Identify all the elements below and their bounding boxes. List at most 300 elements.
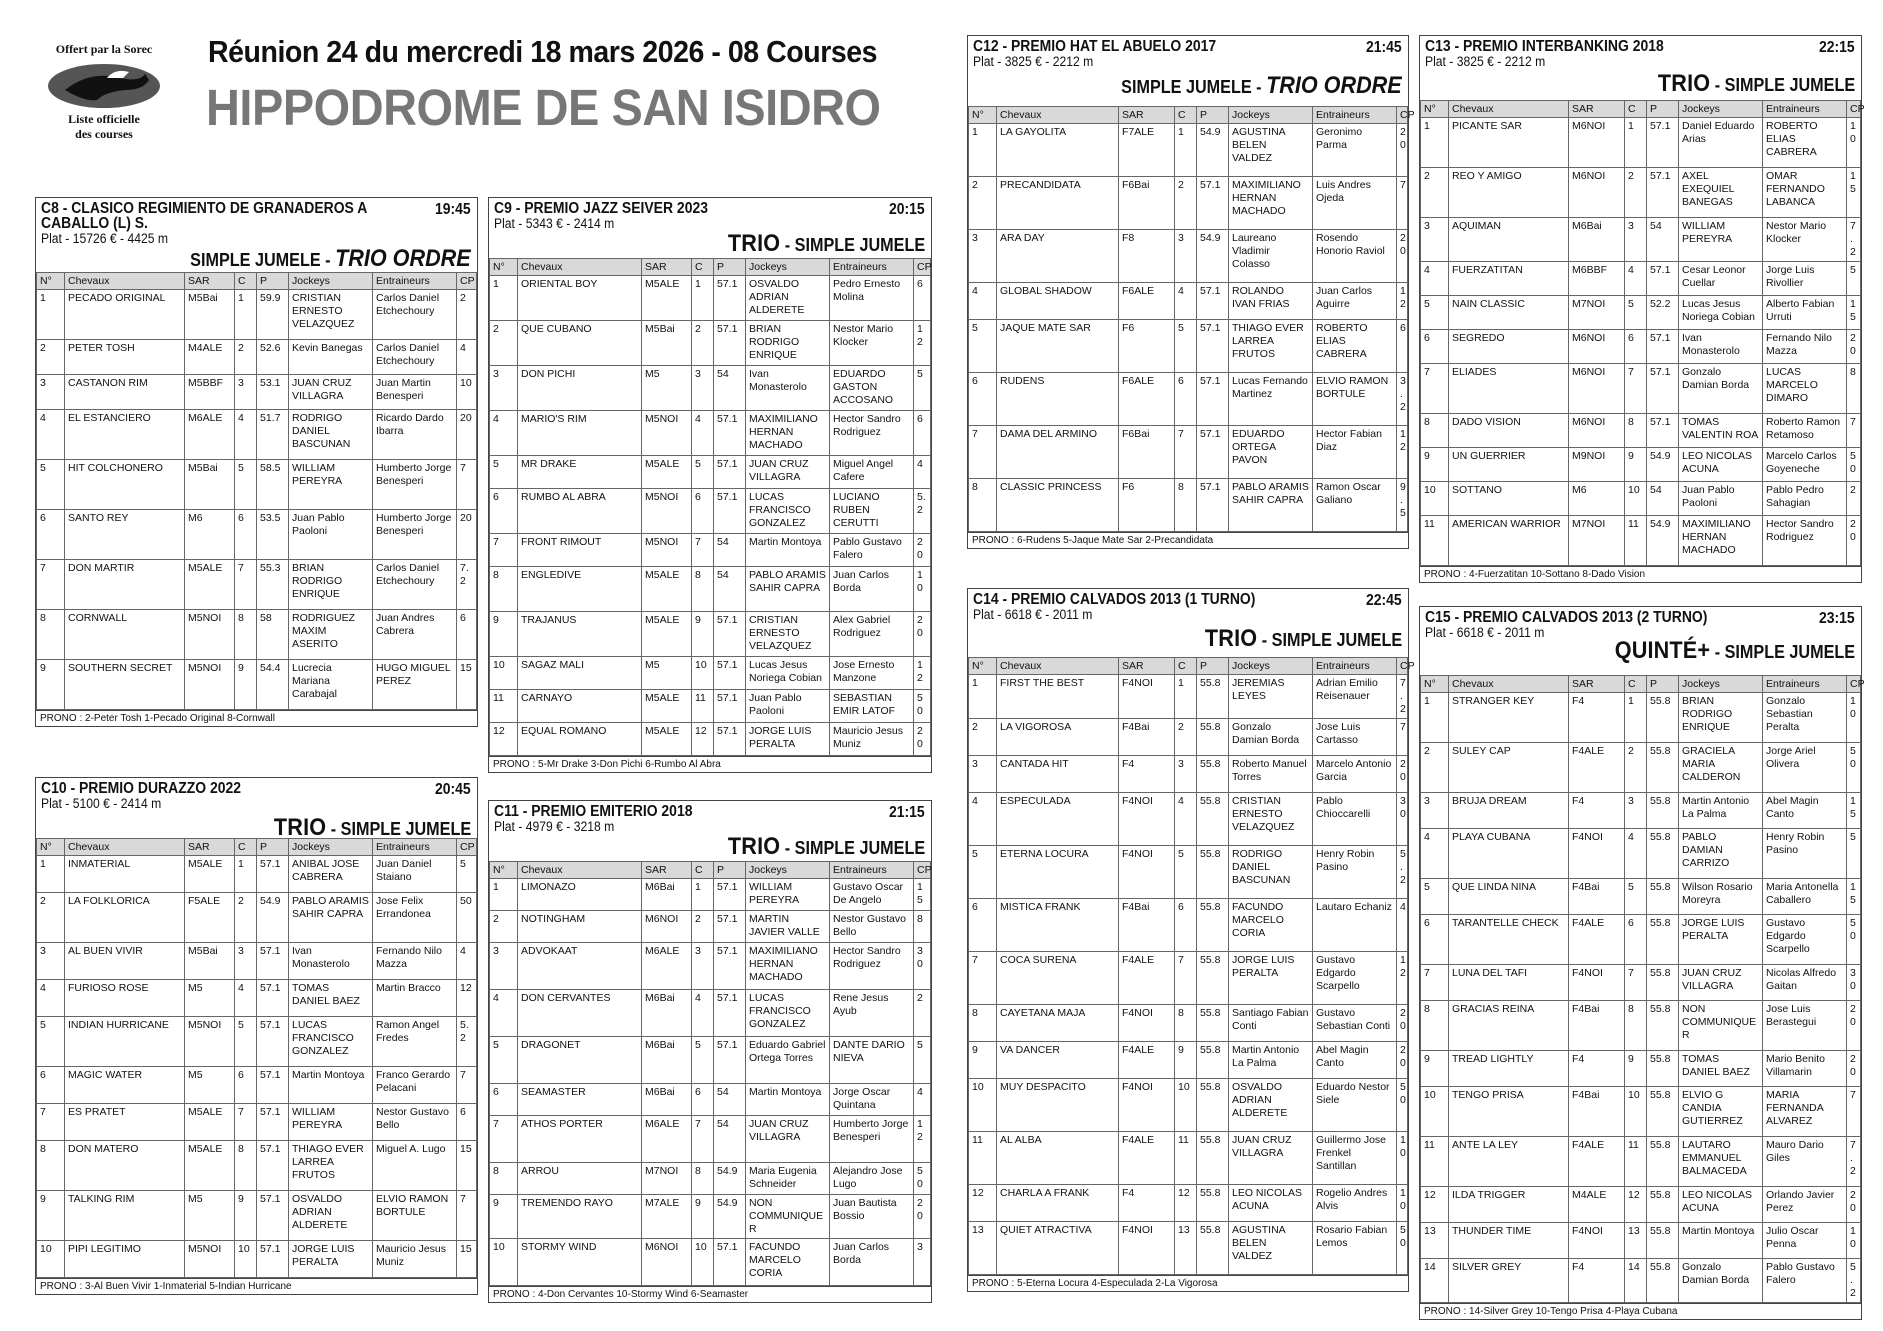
cell-sar: F4Bai [1119, 719, 1175, 756]
cell-trainer: Mauricio Jesus Muniz [373, 1241, 457, 1278]
cell-jockey: PABLO DAMIAN CARRIZO [1679, 829, 1763, 879]
cell-p: 54 [1647, 218, 1679, 262]
cell-trainer: Ramon Oscar Galiano [1313, 479, 1397, 532]
cell-num: 14 [1421, 1259, 1449, 1303]
cell-sar: F4Bai [1569, 1001, 1625, 1051]
table-row [1421, 879, 1861, 915]
cell-jockey: WILLIAM PEREYRA [289, 460, 373, 510]
cell-c: 1 [235, 856, 257, 893]
cell-jockey: JORGE LUIS PERALTA [289, 1241, 373, 1278]
table-row [490, 1084, 931, 1116]
cell-horse: SOUTHERN SECRET [65, 660, 185, 710]
table-row [490, 690, 931, 723]
table-row [1421, 262, 1861, 296]
cell-num: 10 [37, 1241, 65, 1278]
cell-horse: GLOBAL SHADOW [997, 283, 1119, 320]
cell-trainer: Abel Magin Canto [1313, 1042, 1397, 1079]
cell-trainer: Jose Felix Errandonea [373, 893, 457, 943]
cell-sar: F8 [1119, 230, 1175, 283]
cell-p: 54 [1647, 482, 1679, 516]
column-header-c: C [692, 259, 714, 276]
table-row [490, 657, 931, 690]
cell-cp: 2 [914, 990, 931, 1037]
cell-jockey: LUCAS FRANCISCO GONZALEZ [746, 990, 830, 1037]
table-row [37, 1067, 477, 1104]
race-title: C11 - PREMIO EMITERIO 2018 [494, 803, 693, 820]
table-row [969, 1005, 1408, 1042]
cell-p: 57.1 [714, 456, 746, 489]
cell-p: 53.1 [257, 375, 289, 410]
table-row [969, 373, 1408, 426]
cell-c: 10 [1625, 482, 1647, 516]
cell-horse: PIPI LEGITIMO [65, 1241, 185, 1278]
column-header-sar: SAR [642, 862, 692, 879]
column-header-horse: Chevaux [65, 273, 185, 290]
column-header-p: P [1197, 658, 1229, 675]
cell-jockey: PABLO ARAMIS SAHIR CAPRA [1229, 479, 1313, 532]
cell-sar: M6NOI [1569, 168, 1625, 218]
table-row [37, 410, 477, 460]
cell-sar: M5ALE [185, 856, 235, 893]
cell-num: 12 [1421, 1187, 1449, 1223]
column-header-trainer: Entraineurs [373, 273, 457, 290]
cell-num: 10 [1421, 482, 1449, 516]
table-row [490, 612, 931, 657]
cell-cp: 3 [914, 1239, 931, 1286]
cell-trainer: Julio Oscar Penna [1763, 1223, 1847, 1259]
cell-p: 57.1 [257, 1067, 289, 1104]
table-row [1421, 448, 1861, 482]
cell-trainer: Pablo Gustavo Falero [830, 534, 914, 567]
cell-p: 57.1 [1197, 426, 1229, 479]
cell-horse: TALKING RIM [65, 1191, 185, 1241]
prono-line: PRONO : 2-Peter Tosh 1-Pecado Original 8-Cornwall [36, 710, 477, 726]
cell-horse: CANTADA HIT [997, 756, 1119, 793]
cell-sar: M6ALE [642, 943, 692, 990]
cell-p: 55.8 [1647, 1087, 1679, 1137]
cell-c: 8 [1175, 1005, 1197, 1042]
race-time: 20:45 [435, 781, 471, 798]
table-row [969, 719, 1408, 756]
cell-jockey: TOMAS DANIEL BAEZ [289, 980, 373, 1017]
table-row [1421, 1051, 1861, 1087]
cell-p: 58 [257, 610, 289, 660]
table-row [1421, 829, 1861, 879]
cell-jockey: Eduardo Gabriel Ortega Torres [746, 1037, 830, 1084]
cell-jockey: Roberto Manuel Torres [1229, 756, 1313, 793]
table-row [37, 1141, 477, 1191]
cell-p: 57.1 [714, 411, 746, 456]
cell-p: 55.8 [1647, 915, 1679, 965]
column-header-jockey: Jockeys [746, 259, 830, 276]
cell-cp: 7 [1847, 1087, 1861, 1137]
cell-num: 5 [1421, 879, 1449, 915]
cell-horse: ESPECULADA [997, 793, 1119, 846]
cell-jockey: WILLIAM PEREYRA [746, 879, 830, 911]
cell-num: 9 [1421, 1051, 1449, 1087]
table-row [490, 534, 931, 567]
cell-horse: FRONT RIMOUT [518, 534, 642, 567]
race-time: 19:45 [435, 201, 471, 218]
cell-trainer: Juan Carlos Borda [830, 1239, 914, 1286]
table-row [969, 899, 1408, 952]
cell-jockey: Martin Montoya [1679, 1223, 1763, 1259]
race-title: C9 - PREMIO JAZZ SEIVER 2023 [494, 200, 708, 217]
cell-jockey: Martin Montoya [289, 1067, 373, 1104]
cell-trainer: Humberto Jorge Benesperi [373, 460, 457, 510]
cell-c: 3 [1175, 230, 1197, 283]
cell-c: 1 [692, 276, 714, 321]
column-header-c: C [235, 839, 257, 856]
race-card-c14 [967, 588, 1415, 1292]
column-header-sar: SAR [1119, 107, 1175, 124]
race-time: 21:45 [1366, 39, 1402, 56]
cell-p: 57.1 [714, 489, 746, 534]
cell-c: 6 [1625, 915, 1647, 965]
cell-p: 57.1 [257, 943, 289, 980]
bet-primary: TRIO [273, 814, 327, 841]
cell-trainer: Carlos Daniel Etchechoury [373, 290, 457, 340]
cell-num: 1 [37, 856, 65, 893]
column-header-trainer: Entraineurs [373, 839, 457, 856]
cell-trainer: Juan Bautista Bossio [830, 1195, 914, 1239]
cell-trainer: Jorge Ariel Olivera [1763, 743, 1847, 793]
cell-jockey: MAXIMILIANO HERNAN MACHADO [746, 411, 830, 456]
cell-c: 4 [1175, 793, 1197, 846]
table-row [1421, 330, 1861, 364]
cell-cp: 20 [1847, 330, 1861, 364]
cell-trainer: Marcelo Antonio Garcia [1313, 756, 1397, 793]
cell-c: 7 [235, 560, 257, 610]
cell-num: 6 [1421, 915, 1449, 965]
column-header-trainer: Entraineurs [830, 259, 914, 276]
cell-sar: M5NOI [642, 489, 692, 534]
column-header-cp: CP [1847, 101, 1861, 118]
race-conditions: Plat - 5100 € - 2414 m [41, 796, 162, 811]
cell-num: 7 [490, 1116, 518, 1163]
cell-cp: 7 [1397, 719, 1408, 756]
cell-jockey: OSVALDO ADRIAN ALDERETE [1229, 1079, 1313, 1132]
bet-types [728, 230, 925, 258]
column-header-trainer: Entraineurs [1313, 107, 1397, 124]
cell-sar: M5ALE [185, 560, 235, 610]
table-row [490, 1037, 931, 1084]
cell-p: 52.2 [1647, 296, 1679, 330]
cell-sar: F4NOI [1569, 1223, 1625, 1259]
column-header-p: P [1647, 101, 1679, 118]
cell-cp: 20 [914, 612, 931, 657]
cell-sar: F4 [1119, 756, 1175, 793]
cell-cp: 5 [914, 366, 931, 411]
cell-num: 3 [37, 375, 65, 410]
horse-logo-icon [45, 60, 163, 110]
cell-horse: ENGLEDIVE [518, 567, 642, 612]
table-row [1421, 793, 1861, 829]
bet-primary: TRIO [1657, 70, 1711, 97]
column-header-num: N° [37, 273, 65, 290]
cell-p: 57.1 [257, 1241, 289, 1278]
table-row [37, 460, 477, 510]
cell-cp: 5.2 [914, 489, 931, 534]
cell-horse: INDIAN HURRICANE [65, 1017, 185, 1067]
cell-horse: QUE CUBANO [518, 321, 642, 366]
cell-sar: F6Bai [1119, 426, 1175, 479]
cell-jockey: AGUSTINA BELEN VALDEZ [1229, 1222, 1313, 1275]
column-header-cp: CP [457, 273, 477, 290]
column-header-horse: Chevaux [997, 658, 1119, 675]
cell-c: 6 [235, 510, 257, 560]
table-header-row [969, 658, 1408, 675]
prono-line: PRONO : 4-Don Cervantes 10-Stormy Wind 6-Seamaster [489, 1286, 931, 1302]
table-row [37, 856, 477, 893]
cell-p: 55.8 [1647, 1259, 1679, 1303]
bet-secondary: - SIMPLE JUMELE [1710, 642, 1855, 662]
table-row [969, 1132, 1408, 1185]
cell-num: 7 [969, 426, 997, 479]
cell-num: 8 [969, 479, 997, 532]
sorec-logo [36, 42, 172, 150]
race-card-c9 [488, 197, 932, 773]
cell-num: 7 [37, 560, 65, 610]
table-row [1421, 1001, 1861, 1051]
cell-horse: PECADO ORIGINAL [65, 290, 185, 340]
column-header-sar: SAR [1569, 676, 1625, 693]
table-row [1421, 1187, 1861, 1223]
cell-horse: DON MARTIR [65, 560, 185, 610]
cell-sar: M6 [185, 510, 235, 560]
cell-c: 2 [235, 893, 257, 943]
cell-horse: ANTE LA LEY [1449, 1137, 1569, 1187]
cell-p: 57.1 [257, 1017, 289, 1067]
cell-num: 5 [37, 1017, 65, 1067]
column-header-jockey: Jockeys [1679, 676, 1763, 693]
cell-num: 7 [490, 534, 518, 567]
cell-trainer: Rogelio Andres Alvis [1313, 1185, 1397, 1222]
cell-cp: 15 [457, 1141, 477, 1191]
cell-sar: M5Bai [185, 460, 235, 510]
race-header [968, 36, 1408, 106]
cell-c: 7 [692, 534, 714, 567]
cell-trainer: Nestor Gustavo Bello [830, 911, 914, 943]
cell-jockey: AGUSTINA BELEN VALDEZ [1229, 124, 1313, 177]
cell-horse: QUIET ATRACTIVA [997, 1222, 1119, 1275]
cell-jockey: Juan Pablo Paoloni [746, 690, 830, 723]
column-header-jockey: Jockeys [1229, 107, 1313, 124]
cell-p: 54 [714, 366, 746, 411]
cell-trainer: Nestor Gustavo Bello [373, 1104, 457, 1141]
cell-trainer: Abel Magin Canto [1763, 793, 1847, 829]
cell-trainer: Hector Sandro Rodriguez [830, 943, 914, 990]
cell-horse: DRAGONET [518, 1037, 642, 1084]
cell-c: 4 [1625, 829, 1647, 879]
cell-trainer: Gustavo Edgardo Scarpello [1313, 952, 1397, 1005]
cell-sar: F4 [1569, 693, 1625, 743]
cell-horse: REO Y AMIGO [1449, 168, 1569, 218]
cell-jockey: Gonzalo Damian Borda [1679, 364, 1763, 414]
cell-cp: 7 [457, 1067, 477, 1104]
cell-num: 1 [37, 290, 65, 340]
cell-p: 57.1 [1197, 177, 1229, 230]
cell-cp: 20 [1847, 1051, 1861, 1087]
cell-trainer: Henry Robin Pasino [1763, 829, 1847, 879]
cell-cp: 20 [457, 510, 477, 560]
cell-trainer: Eduardo Nestor Siele [1313, 1079, 1397, 1132]
cell-num: 2 [37, 893, 65, 943]
cell-trainer: Hector Sandro Rodriguez [830, 411, 914, 456]
cell-sar: M5Bai [185, 290, 235, 340]
table-row [1421, 965, 1861, 1001]
cell-jockey: THIAGO EVER LARREA FRUTOS [1229, 320, 1313, 373]
cell-horse: JAQUE MATE SAR [997, 320, 1119, 373]
cell-cp: 20 [914, 534, 931, 567]
cell-num: 9 [37, 660, 65, 710]
cell-jockey: Lucrecia Mariana Carabajal [289, 660, 373, 710]
prono-line: PRONO : 5-Eterna Locura 4-Especulada 2-La Vigorosa [968, 1275, 1408, 1291]
cell-sar: M5ALE [185, 1104, 235, 1141]
cell-c: 2 [1175, 177, 1197, 230]
cell-num: 2 [490, 911, 518, 943]
column-header-sar: SAR [185, 273, 235, 290]
cell-c: 2 [1625, 168, 1647, 218]
column-header-num: N° [490, 862, 518, 879]
cell-jockey: AXEL EXEQUIEL BANEGAS [1679, 168, 1763, 218]
cell-horse: TREAD LIGHTLY [1449, 1051, 1569, 1087]
cell-c: 9 [692, 612, 714, 657]
cell-cp: 6 [914, 411, 931, 456]
cell-cp: 12 [457, 980, 477, 1017]
cell-cp: 5 [1847, 262, 1861, 296]
cell-c: 6 [1175, 373, 1197, 426]
cell-num: 1 [1421, 693, 1449, 743]
bet-secondary: SIMPLE JUMELE - [190, 250, 336, 270]
column-header-sar: SAR [185, 839, 235, 856]
cell-cp: 20 [1847, 516, 1861, 566]
cell-cp: 50 [1847, 743, 1861, 793]
table-row [1421, 915, 1861, 965]
cell-p: 57.1 [714, 911, 746, 943]
cell-trainer: Mario Benito Villamarin [1763, 1051, 1847, 1087]
cell-sar: M7NOI [1569, 296, 1625, 330]
cell-cp: 7 [1847, 414, 1861, 448]
cell-horse: COCA SURENA [997, 952, 1119, 1005]
cell-trainer: Guillermo Jose Frenkel Santillan [1313, 1132, 1397, 1185]
cell-sar: M6Bai [642, 990, 692, 1037]
cell-c: 5 [1175, 320, 1197, 373]
cell-jockey: JUAN CRUZ VILLAGRA [1229, 1132, 1313, 1185]
table-row [490, 1195, 931, 1239]
cell-p: 55.8 [1197, 1079, 1229, 1132]
cell-jockey: RODRIGO DANIEL BASCUNAN [289, 410, 373, 460]
table-row [1421, 1137, 1861, 1187]
column-header-c: C [1625, 101, 1647, 118]
cell-sar: M6NOI [1569, 414, 1625, 448]
cell-p: 54.4 [257, 660, 289, 710]
cell-cp: 4 [914, 1084, 931, 1116]
cell-c: 7 [1625, 364, 1647, 414]
cell-trainer: DANTE DARIO NIEVA [830, 1037, 914, 1084]
cell-num: 1 [490, 879, 518, 911]
column-header-p: P [714, 259, 746, 276]
cell-trainer: Juan Daniel Staiano [373, 856, 457, 893]
cell-sar: M5ALE [185, 1141, 235, 1191]
cell-cp: 20 [1397, 124, 1408, 177]
cell-c: 3 [692, 366, 714, 411]
cell-c: 1 [1625, 118, 1647, 168]
cell-c: 2 [1175, 719, 1197, 756]
cell-horse: HIT COLCHONERO [65, 460, 185, 510]
cell-cp: 2 [1847, 482, 1861, 516]
cell-c: 5 [1625, 296, 1647, 330]
cell-horse: LUNA DEL TAFI [1449, 965, 1569, 1001]
table-row [490, 1116, 931, 1163]
cell-horse: MAGIC WATER [65, 1067, 185, 1104]
cell-jockey: Juan Pablo Paoloni [289, 510, 373, 560]
cell-trainer: Rosendo Honorio Raviol [1313, 230, 1397, 283]
cell-cp: 10 [1397, 1185, 1408, 1222]
cell-horse: ORIENTAL BOY [518, 276, 642, 321]
table-row [37, 1104, 477, 1141]
cell-trainer: Nicolas Alfredo Gaitan [1763, 965, 1847, 1001]
cell-jockey: NON COMMUNIQUE R [746, 1195, 830, 1239]
column-header-c: C [235, 273, 257, 290]
table-row [1421, 1259, 1861, 1303]
cell-horse: GRACIAS REINA [1449, 1001, 1569, 1051]
cell-sar: M6ALE [185, 410, 235, 460]
cell-jockey: TOMAS DANIEL BAEZ [1679, 1051, 1763, 1087]
cell-c: 4 [235, 410, 257, 460]
cell-jockey: OSVALDO ADRIAN ALDERETE [746, 276, 830, 321]
table-row [490, 1163, 931, 1195]
cell-horse: MISTICA FRANK [997, 899, 1119, 952]
table-row [1421, 118, 1861, 168]
cell-jockey: JUAN CRUZ VILLAGRA [746, 1116, 830, 1163]
table-row [1421, 516, 1861, 566]
cell-c: 8 [1625, 414, 1647, 448]
cell-jockey: NON COMMUNIQUE R [1679, 1001, 1763, 1051]
race-time: 23:15 [1819, 610, 1855, 627]
cell-num: 4 [37, 980, 65, 1017]
table-row [1421, 1223, 1861, 1259]
column-header-horse: Chevaux [65, 839, 185, 856]
cell-horse: LA FOLKLORICA [65, 893, 185, 943]
cell-cp: 7.2 [1847, 1137, 1861, 1187]
cell-sar: M7ALE [642, 1195, 692, 1239]
cell-jockey: PABLO ARAMIS SAHIR CAPRA [289, 893, 373, 943]
cell-cp: 20 [1397, 1005, 1408, 1042]
cell-c: 8 [235, 1141, 257, 1191]
bet-secondary: - SIMPLE JUMELE [780, 235, 925, 255]
cell-sar: F4NOI [1119, 1222, 1175, 1275]
cell-cp: 15 [1847, 296, 1861, 330]
cell-cp: 20 [914, 1195, 931, 1239]
bet-secondary: - SIMPLE JUMELE [1710, 75, 1855, 95]
cell-sar: M5NOI [185, 1017, 235, 1067]
table-row [969, 230, 1408, 283]
cell-num: 11 [1421, 1137, 1449, 1187]
cell-horse: SILVER GREY [1449, 1259, 1569, 1303]
cell-trainer: Gustavo Sebastian Conti [1313, 1005, 1397, 1042]
cell-c: 12 [692, 723, 714, 756]
cell-num: 8 [1421, 1001, 1449, 1051]
cell-jockey: JORGE LUIS PERALTA [746, 723, 830, 756]
cell-p: 55.8 [1197, 1005, 1229, 1042]
cell-p: 57.1 [257, 1104, 289, 1141]
cell-num: 10 [490, 657, 518, 690]
cell-horse: MARIO'S RIM [518, 411, 642, 456]
table-row [490, 366, 931, 411]
cell-c: 2 [692, 321, 714, 366]
table-row [490, 911, 931, 943]
